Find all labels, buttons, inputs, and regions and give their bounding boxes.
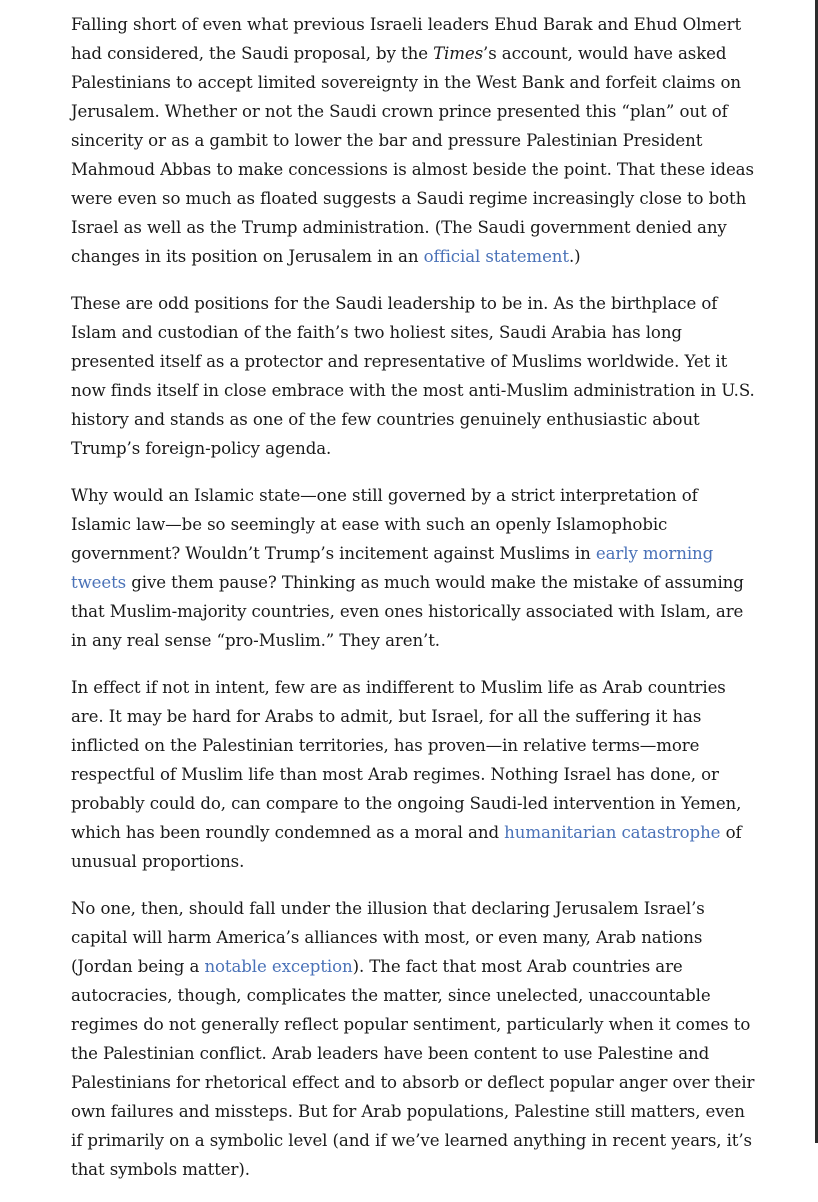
paragraph-4 (71, 673, 761, 876)
paragraph-2 (71, 289, 761, 463)
publication-name: Times (433, 44, 484, 63)
paragraph-3-text-a: Why would an Islamic state—one still governed by a strict interpretation of Islamic law—be so seemingly at ease with such an openly Islamophobic government? Wouldn’t Trump’s incitement against Muslims in (71, 486, 698, 563)
paragraph-2-text: These are odd positions for the Saudi leadership to be in. As the birthplace of Islam and custodian of the faith’s two holiest sites, Saudi Arabia has long presented itself as a protector and representative of Muslims worldwide. Yet it now finds itself in close embrace with the most anti-Muslim administration in U.S. history and stands as one of the few countries genuinely enthusiastic about Trump’s foreign-policy agenda. (71, 294, 755, 458)
paragraph-5 (71, 894, 761, 1184)
paragraph-3-text-b: give them pause? Thinking as much would make the mistake of assuming that Muslim-majority countries, even ones historically associated with Islam, are in any real sense “pro-Muslim.” They aren’t. (71, 573, 744, 650)
paragraph-5-text-a: No one, then, should fall under the illusion that declaring Jerusalem Israel’s capital will harm America’s alliances with most, or even many, Arab nations (Jordan being a (71, 899, 705, 976)
early-morning-tweets-link[interactable]: early morning tweets (71, 544, 714, 592)
paragraph-4-text-b: of unusual proportions. (71, 823, 742, 871)
article-body (71, 10, 761, 1202)
paragraph-4-text-a: In effect if not in intent, few are as indifferent to Muslim life as Arab countries are. It may be hard for Arabs to admit, but Israel, for all the suffering it has inflicted on the Palestinian territories, has proven—in relative terms—more respectful of Muslim life than most Arab regimes. Nothing Israel has done, or probably could do, can compare to the ongoing Saudi-led intervention in Yemen, which has been roundly condemned as a moral and (71, 678, 742, 842)
paragraph-1-text-c: .) (568, 247, 581, 266)
humanitarian-catastrophe-link[interactable]: humanitarian catastrophe (504, 823, 721, 842)
official-statement-link[interactable]: official statement (423, 247, 569, 266)
paragraph-5-text-b: ). The fact that most Arab countries are autocracies, though, complicates the matter, since unelected, unaccountable regimes do not generally reflect popular sentiment, particularly when it comes to the Palestinian conflict. Arab leaders have been content to use Palestine and Palestinians for rhetorical effect and to absorb or deflect popular anger over their own failures and missteps. But for Arab populations, Palestine still matters, even if primarily on a symbolic level (and if we’ve learned anything in recent years, it’s that symbols matter). (71, 957, 755, 1179)
paragraph-3 (71, 481, 761, 655)
notable-exception-link[interactable]: notable exception (204, 957, 353, 976)
paragraph-1 (71, 10, 761, 271)
paragraph-1-text-a: Falling short of even what previous Israeli leaders Ehud Barak and Ehud Olmert had considered, the Saudi proposal, by the (71, 15, 742, 63)
paragraph-1-text-b: ’s account, would have asked Palestinians to accept limited sovereignty in the West Bank and forfeit claims on Jerusalem. Whether or not the Saudi crown prince presented this “plan” out of sincerity or as a gambit to lower the bar and pressure Palestinian President Mahmoud Abbas to make concessions is almost beside the point. That these ideas were even so much as floated suggests a Saudi regime increasingly close to both Israel as well as the Trump administration. (The Saudi government denied any changes in its position on Jerusalem in an (71, 44, 754, 266)
